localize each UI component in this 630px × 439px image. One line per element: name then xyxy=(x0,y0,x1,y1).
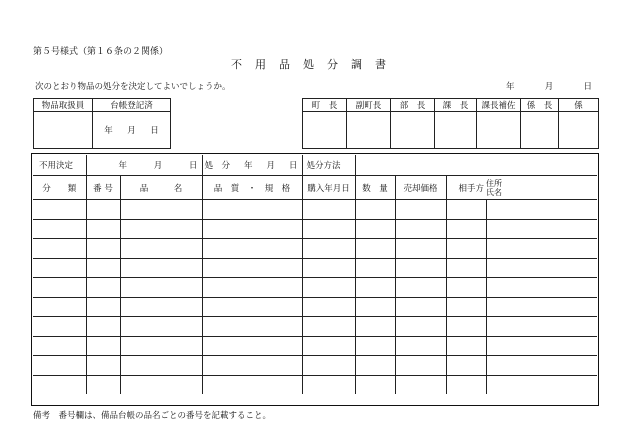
request-text: 次のとおり物品の処分を決定してよいでしょうか。 xyxy=(35,82,231,92)
cell-counterparty[interactable] xyxy=(446,375,486,394)
col-address: 住所 xyxy=(486,178,503,188)
col-item-name: 品 名 xyxy=(120,176,202,200)
cell-quantity[interactable] xyxy=(355,356,395,376)
cell-counterparty[interactable] xyxy=(446,219,486,239)
disposal-decision-label: 不用決定 xyxy=(33,155,86,176)
table-row xyxy=(33,278,597,298)
cell-counterparty[interactable] xyxy=(446,258,486,278)
disposal-method-cell[interactable] xyxy=(355,155,597,176)
cell-address-name[interactable] xyxy=(486,297,597,317)
cell-number[interactable] xyxy=(86,278,120,298)
cell-address-name[interactable] xyxy=(486,278,597,298)
cell-category[interactable] xyxy=(33,336,86,356)
cell-number[interactable] xyxy=(86,375,120,394)
cell-number[interactable] xyxy=(86,239,120,259)
cell-number[interactable] xyxy=(86,356,120,376)
cell-sale-price[interactable] xyxy=(395,356,446,376)
cell-counterparty[interactable] xyxy=(446,200,486,220)
cell-counterparty[interactable] xyxy=(446,239,486,259)
month-label: 月 xyxy=(266,161,275,171)
cell-item-name[interactable] xyxy=(120,219,202,239)
cell-item-name[interactable] xyxy=(120,200,202,220)
approval-stamp-cell[interactable] xyxy=(477,112,521,149)
col-category: 分 類 xyxy=(33,176,86,200)
year-label: 年 xyxy=(118,161,128,171)
approver-deputy-mayor-label: 副町長 xyxy=(347,99,391,112)
approval-stamp-cell[interactable] xyxy=(347,112,391,149)
register-date-cell[interactable] xyxy=(93,112,171,149)
col-quantity: 数 量 xyxy=(355,176,395,200)
cell-quantity[interactable] xyxy=(355,258,395,278)
disposal-decision-date-cell[interactable] xyxy=(86,155,202,176)
cell-purchase-date[interactable] xyxy=(302,278,355,298)
month-label: 月 xyxy=(153,161,163,171)
disposal-label: 処 分 xyxy=(204,161,231,171)
approver-director-label: 部 長 xyxy=(391,99,435,112)
cell-item-name[interactable] xyxy=(120,336,202,356)
cell-quantity[interactable] xyxy=(355,200,395,220)
cell-category[interactable] xyxy=(33,356,86,376)
cell-sale-price[interactable] xyxy=(395,258,446,278)
cell-quality-spec[interactable] xyxy=(202,375,302,394)
cell-counterparty[interactable] xyxy=(446,336,486,356)
cell-quality-spec[interactable] xyxy=(202,356,302,376)
cell-quantity[interactable] xyxy=(355,297,395,317)
disposal-method-label: 処分方法 xyxy=(302,155,355,176)
cell-address-name[interactable] xyxy=(486,239,597,259)
cell-item-name[interactable] xyxy=(120,258,202,278)
year-label: 年 xyxy=(506,82,515,92)
year-label: 年 xyxy=(104,126,113,136)
cell-counterparty[interactable] xyxy=(446,356,486,376)
cell-sale-price[interactable] xyxy=(395,336,446,356)
cell-quantity[interactable] xyxy=(355,239,395,259)
cell-address-name[interactable] xyxy=(486,258,597,278)
cell-address-name[interactable] xyxy=(486,200,597,220)
cell-category[interactable] xyxy=(33,278,86,298)
handler-stamp-cell[interactable] xyxy=(34,112,93,149)
cell-purchase-date[interactable] xyxy=(302,239,355,259)
cell-category[interactable] xyxy=(33,258,86,278)
cell-quantity[interactable] xyxy=(355,375,395,394)
cell-quality-spec[interactable] xyxy=(202,336,302,356)
cell-category[interactable] xyxy=(33,200,86,220)
handler-label: 物品取扱員 xyxy=(34,99,93,112)
cell-sale-price[interactable] xyxy=(395,317,446,337)
col-counterparty-label-cell xyxy=(446,176,486,200)
handler-stamp-box xyxy=(33,98,171,149)
approval-stamp-cell[interactable] xyxy=(559,112,599,149)
table-row xyxy=(33,258,597,278)
col-number: 番 号 xyxy=(86,176,120,200)
cell-quantity[interactable] xyxy=(355,336,395,356)
table-row xyxy=(33,200,597,220)
cell-sale-price[interactable] xyxy=(395,239,446,259)
table-row xyxy=(33,375,597,394)
register-label: 台帳登記済 xyxy=(93,99,171,112)
form-title: 不用品処分調書 xyxy=(231,58,399,71)
cell-quantity[interactable] xyxy=(355,278,395,298)
disposal-items-table xyxy=(33,155,597,394)
cell-address-name[interactable] xyxy=(486,317,597,337)
cell-purchase-date[interactable] xyxy=(302,200,355,220)
cell-counterparty[interactable] xyxy=(446,317,486,337)
cell-purchase-date[interactable] xyxy=(302,375,355,394)
cell-quality-spec[interactable] xyxy=(202,219,302,239)
cell-address-name[interactable] xyxy=(486,219,597,239)
cell-item-name[interactable] xyxy=(120,297,202,317)
cell-quantity[interactable] xyxy=(355,219,395,239)
cell-counterparty[interactable] xyxy=(446,278,486,298)
col-purchase-date: 購入年月日 xyxy=(302,176,355,200)
approval-stamp-cell[interactable] xyxy=(521,112,559,149)
col-address-name xyxy=(486,176,597,200)
cell-number[interactable] xyxy=(86,219,120,239)
approver-staff-label: 係 xyxy=(559,99,599,112)
cell-category[interactable] xyxy=(33,375,86,394)
cell-sale-price[interactable] xyxy=(395,200,446,220)
year-label: 年 xyxy=(244,161,253,171)
cell-number[interactable] xyxy=(86,317,120,337)
cell-quality-spec[interactable] xyxy=(202,239,302,259)
cell-quality-spec[interactable] xyxy=(202,258,302,278)
cell-purchase-date[interactable] xyxy=(302,297,355,317)
cell-address-name[interactable] xyxy=(486,356,597,376)
month-label: 月 xyxy=(127,126,136,136)
cell-sale-price[interactable] xyxy=(395,375,446,394)
cell-item-name[interactable] xyxy=(120,356,202,376)
cell-quantity[interactable] xyxy=(355,317,395,337)
approval-stamp-cell[interactable] xyxy=(391,112,435,149)
table-row xyxy=(33,317,597,337)
cell-category[interactable] xyxy=(33,219,86,239)
approval-stamp-cell[interactable] xyxy=(435,112,477,149)
approval-stamp-box xyxy=(302,98,599,149)
table-row xyxy=(33,336,597,356)
table-row xyxy=(33,239,597,259)
cell-category[interactable] xyxy=(33,297,86,317)
cell-category[interactable] xyxy=(33,317,86,337)
table-row xyxy=(33,297,597,317)
cell-address-name[interactable] xyxy=(486,375,597,394)
col-sale-price: 売却価格 xyxy=(395,176,446,200)
cell-purchase-date[interactable] xyxy=(302,336,355,356)
remarks-note: 備考 番号欄は、備品台帳の品名ごとの番号を記載すること。 xyxy=(33,411,272,421)
cell-sale-price[interactable] xyxy=(395,297,446,317)
col-quality-spec: 品 質 ・ 規 格 xyxy=(202,176,302,200)
cell-purchase-date[interactable] xyxy=(302,219,355,239)
cell-sale-price[interactable] xyxy=(395,219,446,239)
cell-quality-spec[interactable] xyxy=(202,200,302,220)
approver-subsection-chief-label: 係 長 xyxy=(521,99,559,112)
day-label: 日 xyxy=(583,82,592,92)
cell-item-name[interactable] xyxy=(120,278,202,298)
cell-item-name[interactable] xyxy=(120,375,202,394)
request-date xyxy=(506,80,592,92)
month-label: 月 xyxy=(544,82,554,92)
cell-quality-spec[interactable] xyxy=(202,317,302,337)
cell-number[interactable] xyxy=(86,297,120,317)
col-counterparty: 相手方 xyxy=(458,183,485,194)
approver-assistant-chief-label: 課長補佐 xyxy=(477,99,521,112)
cell-number[interactable] xyxy=(86,336,120,356)
cell-item-name[interactable] xyxy=(120,239,202,259)
table-row xyxy=(33,356,597,376)
cell-sale-price[interactable] xyxy=(395,278,446,298)
cell-quality-spec[interactable] xyxy=(202,278,302,298)
approver-section-chief-label: 課 長 xyxy=(435,99,477,112)
cell-number[interactable] xyxy=(86,258,120,278)
approver-mayor-label: 町 長 xyxy=(303,99,347,112)
cell-item-name[interactable] xyxy=(120,317,202,337)
col-name: 氏名 xyxy=(486,187,503,197)
cell-category[interactable] xyxy=(33,239,86,259)
day-label: 日 xyxy=(288,161,298,171)
table-row xyxy=(33,219,597,239)
disposal-date-cell[interactable] xyxy=(202,155,302,176)
cell-address-name[interactable] xyxy=(486,336,597,356)
form-number: 第５号様式（第１６条の２関係） xyxy=(33,47,169,57)
cell-purchase-date[interactable] xyxy=(302,356,355,376)
day-label: 日 xyxy=(189,161,198,171)
approval-stamp-cell[interactable] xyxy=(303,112,347,149)
cell-number[interactable] xyxy=(86,200,120,220)
cell-counterparty[interactable] xyxy=(446,297,486,317)
cell-purchase-date[interactable] xyxy=(302,258,355,278)
cell-quality-spec[interactable] xyxy=(202,297,302,317)
cell-purchase-date[interactable] xyxy=(302,317,355,337)
day-label: 日 xyxy=(150,126,159,136)
